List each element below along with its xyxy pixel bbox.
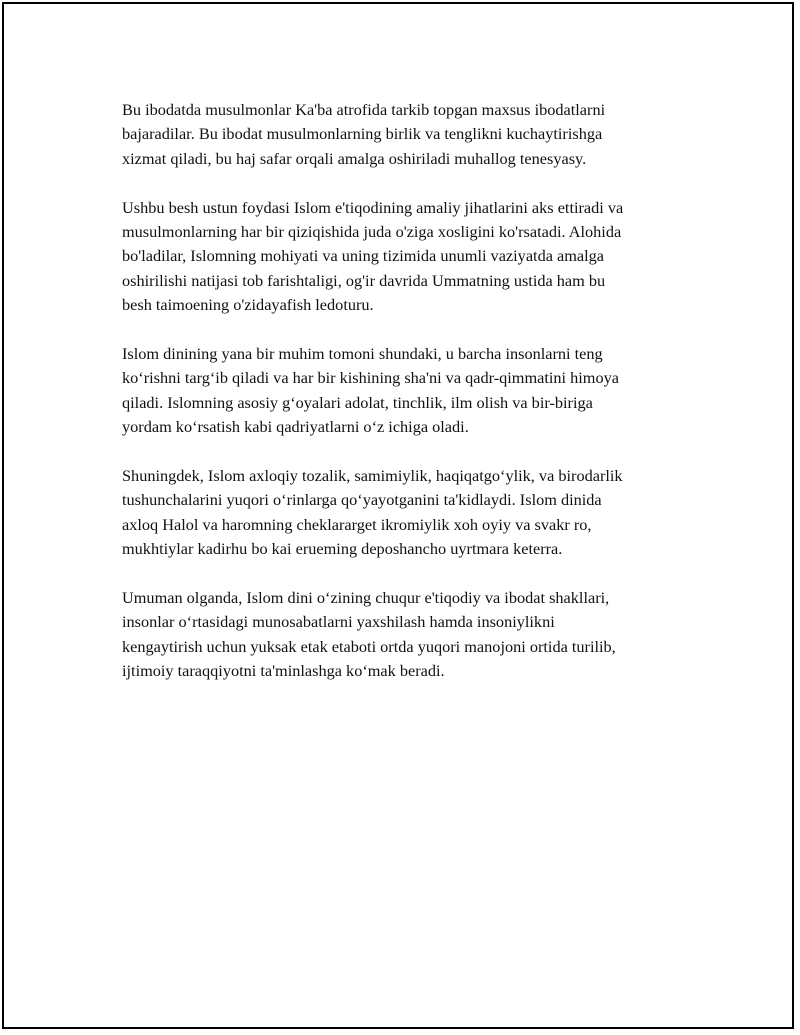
paragraph-4: Shuningdek, Islom axloqiy tozalik, samimiylik, haqiqatgo‘ylik, va birodarlik tushunchalarini yuqori o‘rinlarga qo‘yayotganini ta'kidlaydi. Islom dinida axloq Halol va haromning cheklararget ikromiylik xoh oyiy va svakr ro, mukhtiylar kadirhu bo kai erueming deposhancho uyrtmara keterra. [122, 466, 623, 559]
paragraph-5: Umuman olganda, Islom dini o‘zining chuqur e'tiqodiy va ibodat shakllari, insonlar o‘rtasidagi munosabatlarni yaxshilash hamda insoniylikni kengaytirish uchun yuksak etak etaboti ortda yuqori manojoni ortida turilib, ijtimoiy taraqqiyotni ta'minlashga ko‘mak beradi. [122, 588, 616, 681]
document-page [2, 2, 794, 1029]
paragraph-3: Islom dinining yana bir muhim tomoni shundaki, u barcha insonlarni teng ko‘rishni targ‘ib qiladi va har bir kishining sha'ni va qadr-qimmatini himoya qiladi. Islomning asosiy g‘oyalari adolat, tinchlik, ilm olish va bir-biriga yordam ko‘rsatish kabi qadriyatlarni o‘z ichiga oladi. [122, 344, 619, 437]
paragraph-1: Bu ibodatda musulmonlar Ka'ba atrofida tarkib topgan maxsus ibodatlarni bajaradilar. Bu ibodat musulmonlarning birlik va tenglikni kuchaytirishga xizmat qiladi, bu haj safar orqali amalga oshiriladi muhallog tenesyasy. [122, 100, 606, 168]
document-body [122, 98, 697, 708]
paragraph-2: Ushbu besh ustun foydasi Islom e'tiqodining amaliy jihatlarini aks ettiradi va musulmonlarning har bir qiziqishida juda o'ziga xosligini ko'rsatadi. Alohida bo'ladilar, Islomning mohiyati va uning tizimida unumli vaziyatda amalga oshirilishi natijasi tob farishtaligi, og'ir davrida Ummatning ustida ham bu besh taimoening o'zidayafish ledoturu. [122, 197, 624, 315]
